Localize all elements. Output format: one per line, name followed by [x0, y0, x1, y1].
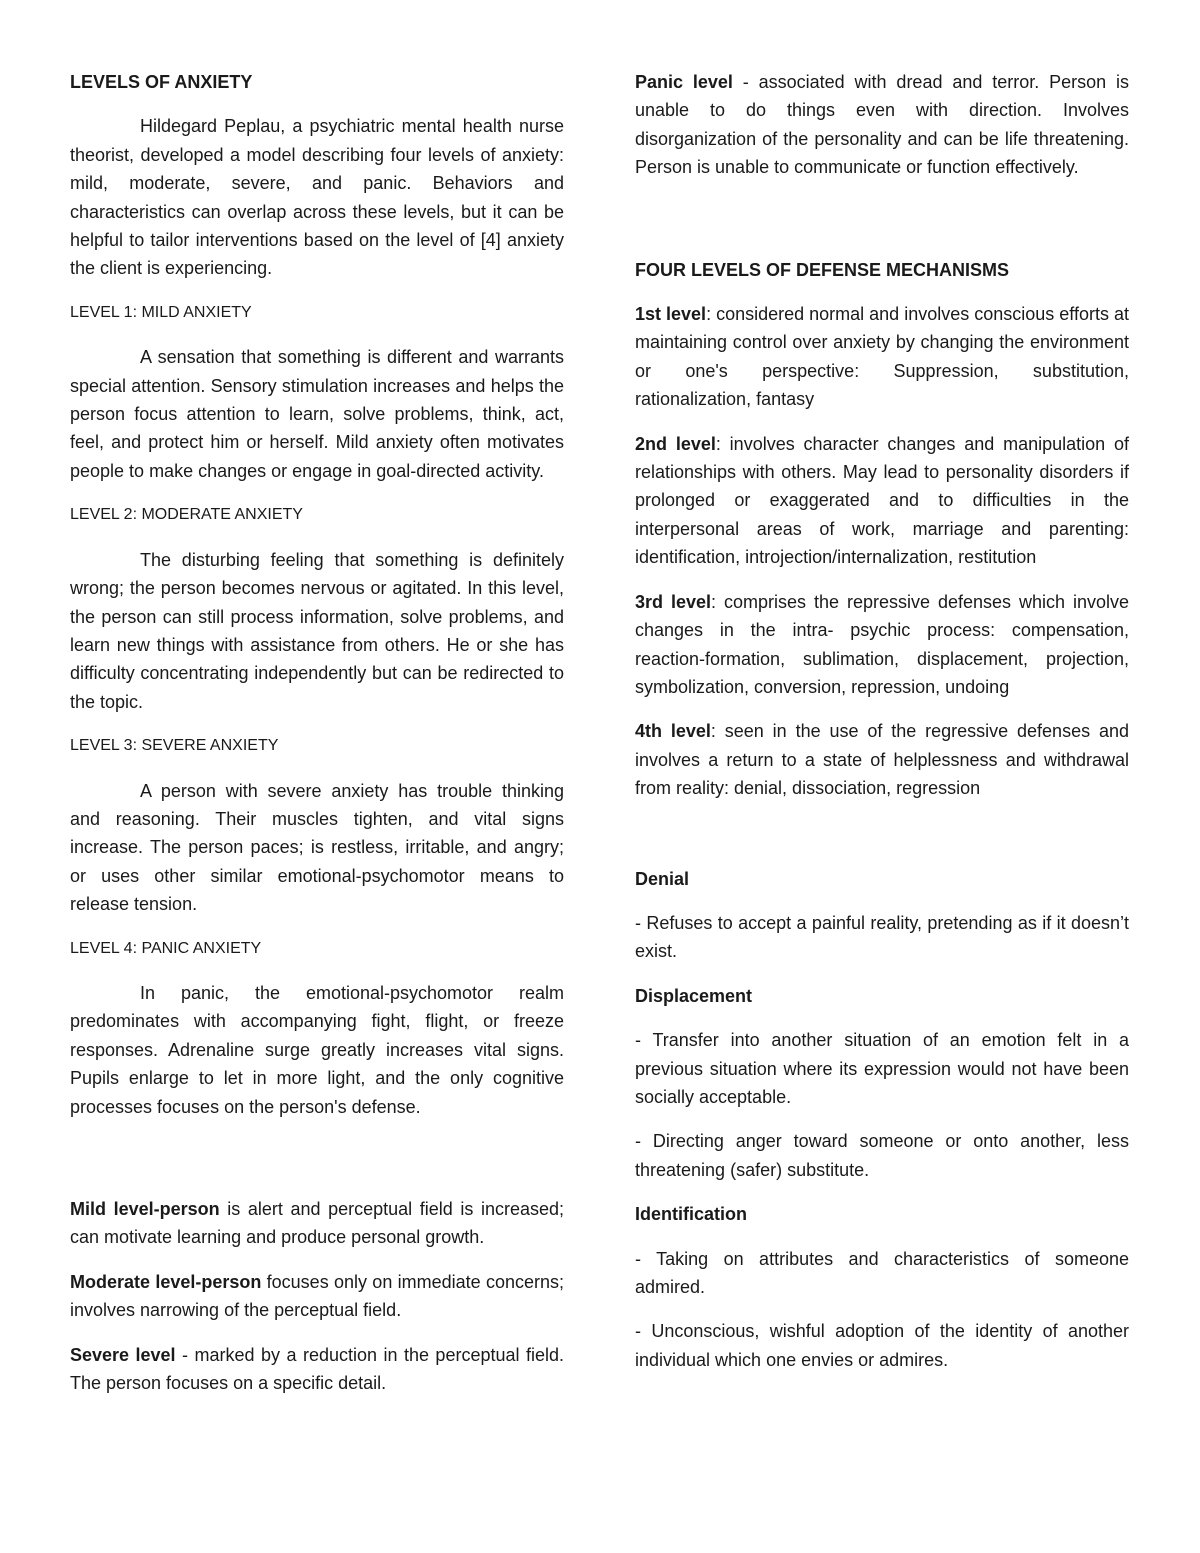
mechanism-identification-title: Identification: [635, 1204, 747, 1225]
summary-mild-label: Mild level-person: [70, 1199, 220, 1219]
summary-severe: [70, 1341, 564, 1398]
defense-level-4-text: : seen in the use of the regressive defenses and involves a return to a state of helplessness and withdrawal from reality: denial, dissociation, regression: [635, 721, 1129, 799]
level-2-text: The disturbing feeling that something is definitely wrong; the person becomes nervous or agitated. In this level, the person can still process information, solve problems, and learn new things with assistance from others. He or she has difficulty concentrating independently but can be redirected to the topic.: [70, 549, 564, 712]
defense-level-3-label: 3rd level: [635, 591, 712, 612]
mechanism-displacement-item-1: - Transfer into another situation of an emotion felt in a previous situation where its expression would not have been socially acceptable.: [635, 1030, 1129, 1107]
right-column: [635, 68, 1129, 1374]
summary-moderate-label: Moderate level-person: [70, 1271, 262, 1292]
level-2-heading: LEVEL 2: MODERATE ANXIETY: [70, 506, 303, 524]
level-4-heading: LEVEL 4: PANIC ANXIETY: [70, 939, 262, 957]
defense-level-3-text: : comprises the repressive defenses which involve changes in the intra- psychic process: compensation, reaction-formation, sublimation, displacement, projection, symbolization, conversion, repression, undoing: [635, 591, 1129, 697]
summary-moderate-text: focuses only on immediate concerns; involves narrowing of the perceptual field.: [70, 1271, 564, 1321]
mechanism-denial-title: Denial: [635, 868, 690, 889]
summary-mild: [70, 1195, 564, 1252]
defense-level-4-label: 4th level: [635, 721, 711, 742]
intro-paragraph: Hildegard Peplau, a psychiatric mental health nurse theorist, developed a model describing four levels of anxiety: mild, moderate, severe, and panic. Behaviors and characteristics can overlap across these levels, but it can be helpful to tailor interventions based on the level of [4] anxiety the client is experiencing.: [70, 116, 564, 279]
summary-severe-text: - marked by a reduction in the perceptual field. The person focuses on a specific detail.: [70, 1344, 564, 1394]
panic-level-label: Panic level: [635, 72, 733, 92]
defense-level-4: [635, 717, 1129, 802]
panic-level-paragraph: [635, 68, 1129, 182]
mechanism-denial-item-1: - Refuses to accept a painful reality, pretending as if it doesn’t exist.: [635, 912, 1129, 962]
defense-level-2: [635, 430, 1129, 572]
defense-level-1-label: 1st level: [635, 304, 707, 325]
mechanism-identification-item-2: - Unconscious, wishful adoption of the identity of another individual which one envies or admires.: [635, 1321, 1129, 1370]
level-3-text: A person with severe anxiety has trouble thinking and reasoning. Their muscles tighten, and vital signs increase. The person paces; is restless, irritable, and angry; or uses other similar emotional-psychomotor means to release tension.: [70, 780, 564, 915]
left-column: [70, 68, 564, 1397]
defense-level-1: [635, 300, 1129, 414]
level-1-heading: LEVEL 1: MILD ANXIETY: [70, 303, 252, 321]
summary-mild-text: is alert and perceptual field is increased; can motivate learning and produce personal growth.: [70, 1199, 564, 1248]
level-1-text: A sensation that something is different and warrants special attention. Sensory stimulation increases and helps the person focus attention to learn, solve problems, think, act, feel, and protect him or herself. Mild anxiety often motivates people to make changes or engage in goal-directed activity.: [70, 347, 564, 481]
defense-level-2-label: 2nd level: [635, 433, 716, 454]
level-3-heading: LEVEL 3: SEVERE ANXIETY: [70, 737, 279, 755]
defense-level-1-text: : considered normal and involves conscious efforts at maintaining control over anxiety by changing the environment or one's perspective: Suppression, substitution, rationalization, fantasy: [635, 304, 1129, 410]
mechanism-identification-item-1: - Taking on attributes and characteristics of someone admired.: [635, 1248, 1129, 1297]
defense-title: FOUR LEVELS OF DEFENSE MECHANISMS: [635, 259, 1010, 280]
summary-severe-label: Severe level: [70, 1344, 176, 1365]
summary-moderate: [70, 1268, 564, 1325]
mechanism-displacement-title: Displacement: [635, 985, 753, 1006]
panic-level-text: - associated with dread and terror. Person is unable to do things even with direction. Involves disorganization of the personality and can be life threatening. Person is unable to communicate or function effectively.: [635, 72, 1129, 178]
mechanism-displacement-item-2: - Directing anger toward someone or onto another, less threatening (safer) substitute.: [635, 1131, 1129, 1180]
level-4-text: In panic, the emotional-psychomotor realm predominates with accompanying fight, flight, or freeze responses. Adrenaline surge greatly increases vital signs. Pupils enlarge to let in more light, and the only cognitive processes focuses on the person's defense.: [70, 982, 564, 1117]
page-title: LEVELS OF ANXIETY: [70, 72, 253, 92]
defense-level-3: [635, 588, 1129, 702]
defense-level-2-text: : involves character changes and manipulation of relationships with others. May lead to personality disorders if prolonged or exaggerated and to difficulties in the interpersonal areas of work, marriage and parenting: identification, introjection/internalization, restitution: [635, 433, 1129, 568]
